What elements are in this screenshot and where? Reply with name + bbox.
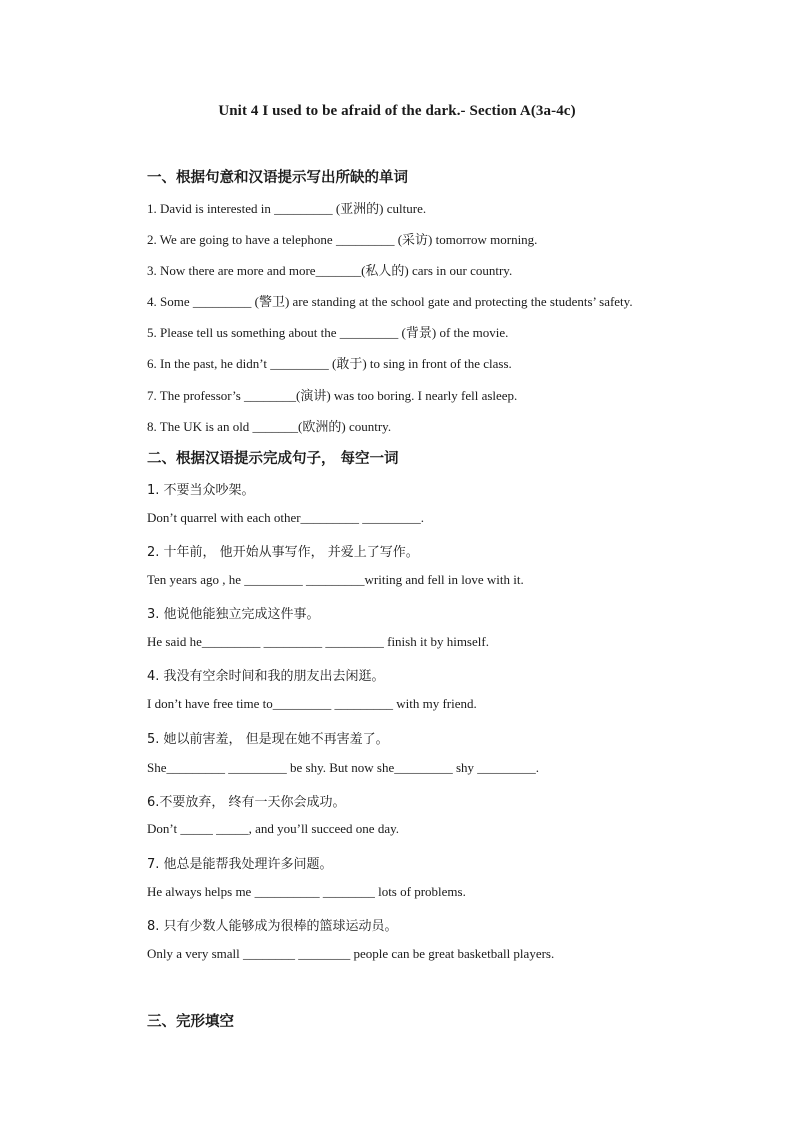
section-2-item-4-english: I don’t have free time to_________ _________ with my friend. [147,696,477,711]
section-2-item-6-chinese: 6.不要放弃， 终有一天你会成功。 [147,795,346,810]
section-2-item-3-chinese: 3. 他说他能独立完成这件事。 [147,607,320,622]
section-3-heading: 三、完形填空 [147,1014,234,1030]
section-2-item-3-english: He said he_________ _________ _________ finish it by himself. [147,634,489,649]
section-2-item-5-english: She_________ _________ be shy. But now she_________ shy _________. [147,760,540,775]
section-1-item-7: 7. The professor’s ________(演讲) was too boring. I nearly fell asleep. [147,388,518,403]
section-1-item-8: 8. The UK is an old _______(欧洲的) country. [147,419,392,434]
section-2-item-8-english: Only a very small ________ ________ people can be great basketball players. [147,946,555,961]
section-1-heading: 一、根据句意和汉语提示写出所缺的单词 [147,170,408,186]
section-2-item-7-english: He always helps me __________ ________ lots of problems. [147,884,466,899]
section-2-item-1-chinese: 1. 不要当众吵架。 [147,483,255,498]
section-1-item-3: 3. Now there are more and more_______(私人的) cars in our country. [147,263,513,278]
section-1-item-4: 4. Some _________ (警卫) are standing at the school gate and protecting the students’ safety. [147,294,633,309]
section-2-item-6-english: Don’t _____ _____, and you’ll succeed one day. [147,821,400,836]
section-2-heading: 二、根据汉语提示完成句子， 每空一词 [147,451,399,467]
section-1-item-1: 1. David is interested in _________ (亚洲的) culture. [147,201,427,216]
section-1-item-5: 5. Please tell us something about the _________ (背景) of the movie. [147,325,509,340]
section-2-item-7-chinese: 7. 他总是能帮我处理许多问题。 [147,857,333,872]
section-2-item-1-english: Don’t quarrel with each other_________ _________. [147,510,425,525]
section-2-item-2-english: Ten years ago , he _________ _________writing and fell in love with it. [147,572,524,587]
section-2-item-8-chinese: 8. 只有少数人能够成为很棒的篮球运动员。 [147,919,398,934]
section-1-item-6: 6. In the past, he didn’t _________ (敢于) to sing in front of the class. [147,356,512,371]
section-1-item-2: 2. We are going to have a telephone _________ (采访) tomorrow morning. [147,232,538,247]
section-2-item-5-chinese: 5. 她以前害羞， 但是现在她不再害羞了。 [147,732,389,747]
page-title: Unit 4 I used to be afraid of the dark.- Section A(3a-4c) [218,103,576,119]
section-2-item-4-chinese: 4. 我没有空余时间和我的朋友出去闲逛。 [147,669,385,684]
section-2-item-2-chinese: 2. 十年前， 他开始从事写作， 并爱上了写作。 [147,545,419,560]
